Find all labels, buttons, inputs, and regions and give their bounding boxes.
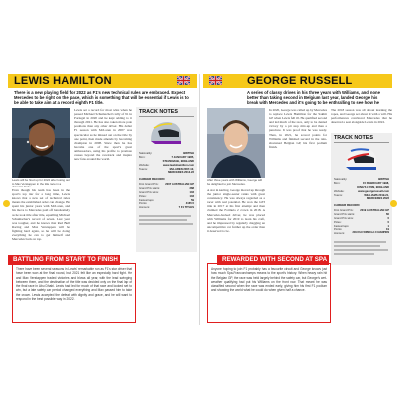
right-notes-filler	[334, 241, 386, 243]
stat-row: Teams: McLAREN 2007-12,	[139, 167, 194, 171]
right-feature-text: Anyone hoping to join F1 probably has a favourite circuit and George knows just how much Spa-Francorchamps means to the sport's history. When heavy rain hit the Belgian GP, the race was held largely behind the safety car, but George's wet-weather qualifying had put his Williams on the front row. That meant he was classified second when the race was ended early, giving him his first F1 podium and showing the world what he could do when given half a chance.	[211, 267, 327, 293]
career-row: Grand Prix starts: 288	[139, 186, 194, 190]
right-notes-filler	[334, 245, 380, 247]
left-notes-rule	[139, 116, 194, 117]
right-notes-filler	[334, 249, 388, 251]
career-row: Grand Prix wins: 103	[139, 190, 194, 194]
right-page	[203, 74, 392, 325]
left-body-column-2: Lewis set a record for most wins when he passed Michael Schumacher's tally of 91 in Portugal in 2020 and he kept adding to it through 2021. He has also taken more pole positions than any other driver. His debut F1 season with McLaren in 2007 was spectacular as he missed out on the title by one point, then made amends by becoming champion in 2008. Since then he has become one of the sport's great ambassadors, using his profile to promote causes beyond the racetrack and inspire new fans around the world.	[74, 108, 132, 162]
right-career-title: CAREER RECORD	[334, 203, 360, 207]
left-page	[8, 74, 197, 325]
left-feature-box	[12, 263, 136, 323]
right-feature-title: REWARDED WITH SECOND AT SPA	[222, 256, 328, 263]
left-driver-photo	[12, 108, 70, 178]
uk-flag-icon	[177, 76, 190, 85]
uk-flag-icon	[209, 76, 222, 85]
career-row: First Grand Prix: 2007 AUSTRALIAN GP	[139, 183, 194, 186]
right-photo-caption: After three years with Williams, George will be delighted to join Mercedes.	[207, 179, 262, 186]
right-feature-box	[207, 263, 331, 323]
left-feature-title: BATTLING FROM START TO FINISH	[13, 256, 118, 263]
right-career-list	[334, 209, 389, 236]
right-body-column-3: The 2018 season was all about learning the ropes, and George set about it with a will. His performances convinced Mercedes that he deserved a seat alongside Lewis in 2022.	[331, 108, 392, 125]
right-track-notes	[331, 133, 392, 265]
stat-row: MERCEDES 2022	[367, 197, 389, 201]
right-track-notes-title: TRACK NOTES	[334, 135, 373, 141]
career-row: First Grand Prix: 2019 AUSTRALIAN GP	[334, 209, 389, 212]
left-feature-text: There have been several seasons in Lewis' remarkable run as F1's star driver that have been won at the final round, but 2021 felt like an especially hard fight. He and Max Verstappen traded victories and blows all year, with the lead swinging between them, and the destination of the title was decided only on the final lap of the final race in Abu Dhabi. Lewis had led for much of that race and looked set to win, but a late safety car period changed everything and Max passed him to take the crown. Lewis accepted the defeat with dignity and grace, and he will want to respond in the best possible way in 2022.	[16, 267, 132, 302]
left-notes-filler	[139, 223, 193, 225]
left-page-marker	[3, 200, 10, 207]
career-row: Poles: 0	[334, 220, 389, 224]
left-name-banner	[8, 74, 197, 88]
career-row: Honours: 2018 FIA FORMULA 2 CHAMPION	[334, 232, 389, 236]
career-row: Fastest laps: 1	[334, 224, 389, 228]
russell-helmet-icon	[343, 145, 379, 175]
stat-row: Nationality: BRITISH	[139, 152, 194, 155]
left-stats-list	[139, 152, 194, 175]
right-notes-rule	[334, 142, 389, 143]
page-gutter	[199, 74, 200, 325]
stat-row: KING'S LYNN, ENGLAND	[357, 185, 389, 189]
hamilton-helmet-icon	[148, 119, 184, 149]
right-notes-filler	[334, 253, 374, 255]
career-row: Grand Prix starts: 60	[334, 212, 389, 216]
stat-row: STEVENAGE, ENGLAND	[162, 159, 194, 163]
stat-row: MERCEDES 2013-22	[168, 171, 194, 175]
career-row: Poles: 103	[139, 194, 194, 198]
left-track-notes	[136, 107, 197, 252]
right-body-column-1: A star in karting, George moved up through the junior single-seater ranks with great consistency. He was always regarded as a racer with real potential. He won the GP3 title in 2017 at his first attempt and then claimed the Formula 2 crown in 2018. A Mercedes-backed driver, he was placed with Williams for 2019 to learn his craft, and he impressed by regularly dragging an uncompetitive car further up the order than it deserved to be.	[207, 188, 265, 233]
right-intro: A series of classy drives in his three years with Williams, and none better than taking second in Belgium last year, landed George his break with Mercedes and it's going to be enthralling to see how he	[247, 90, 380, 106]
career-row: Honours: 7 F1 TITLES	[139, 206, 194, 210]
left-career-list	[139, 183, 194, 210]
stat-row: Born: 15 FEBRUARY 1998,	[334, 181, 389, 185]
right-feature-header	[217, 255, 329, 265]
left-notes-filler	[139, 219, 187, 221]
stat-row: Website: www.lewishamilton.com	[139, 163, 194, 167]
right-driver-photo	[207, 108, 265, 178]
left-intro: There is a new playing field for 2022 as F1's new technical rules are embraced. Expect Mercedes to be right on the pace, which is something that will be essential if Lewis is to be able to take aim at a record eighth F1 title.	[14, 90, 189, 106]
left-body-column-1: Even though his team has been in the sport's top tier for a long time, Lewis knows that a new set of technical rules means the established order can change. He spent his junior years with McLaren, and his move to Mercedes paid off handsomely as he took title after title, equalling Michael Schumacher's record of seven. Last year was tougher, and he knows that Red Bull Racing and Max Verstappen will be fighting hard again, so he will be doing everything he can to get himself and Mercedes back on top.	[12, 188, 70, 242]
left-driver-name: LEWIS HAMILTON	[14, 75, 112, 87]
career-row: Grand Prix wins: 0	[334, 216, 389, 220]
career-row: Fastest laps: 59	[139, 198, 194, 202]
left-photo-caption: Lewis will be fired up for 2022 after losing out to Max Verstappen in the title race in a	[12, 179, 70, 186]
right-stats-list	[334, 178, 389, 201]
left-notes-filler	[139, 215, 191, 217]
left-track-notes-title: TRACK NOTES	[139, 109, 178, 115]
left-feature-header	[8, 255, 120, 265]
stat-row: Website: www.georgerussell.com	[334, 189, 389, 193]
left-career-title: CAREER RECORD	[139, 177, 165, 181]
right-page-marker	[390, 200, 397, 207]
right-driver-name: GEORGE RUSSELL	[247, 75, 353, 87]
career-row: Points: 4165.5	[139, 202, 194, 206]
stat-row: Nationality: BRITISH	[334, 178, 389, 181]
career-row: Points: 19	[334, 228, 389, 232]
stat-row: Born: 7 JANUARY 1985,	[139, 155, 194, 159]
right-body-column-2: In 2020, George was called up by Mercedes to replace Lewis Hamilton for the Sakhir GP when Lewis fell ill. He qualified second and led much of the race, only to be denied victory by a pit stop mix-up and then a puncture. It was proof that he was ready. Then, in 2021, he scored points for Williams and finished second in the rain-shortened Belgian GP, his first podium finish.	[269, 108, 327, 149]
right-name-banner	[203, 74, 392, 88]
stat-row: Teams: WILLIAMS 2019-21,	[334, 193, 389, 197]
